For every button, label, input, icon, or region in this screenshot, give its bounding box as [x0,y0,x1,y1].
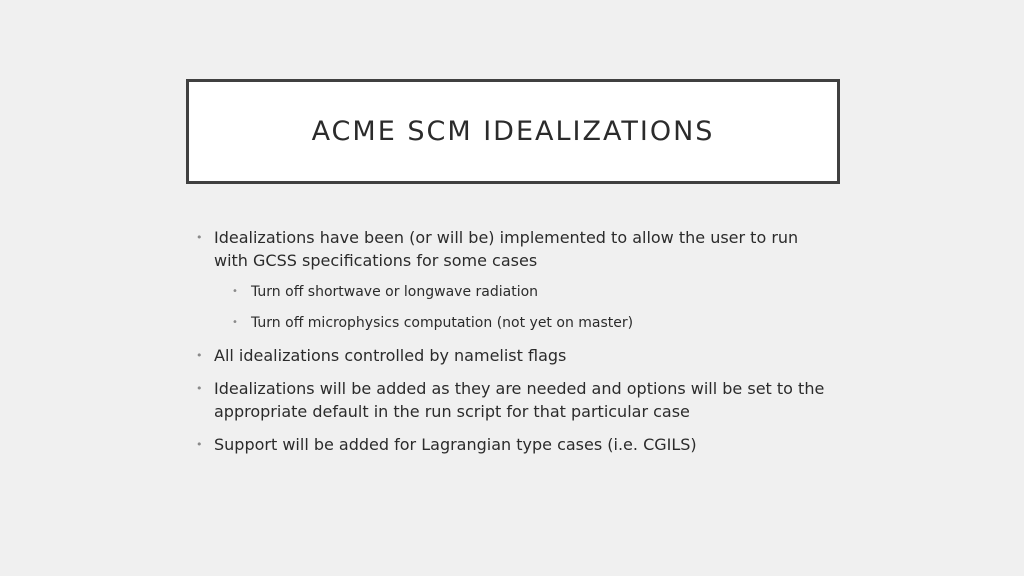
bullet-dot-icon: • [196,438,203,451]
bullet-text: Support will be added for Lagrangian type cases (i.e. CGILS) [214,435,697,454]
bullet-item-1 [196,226,836,333]
sub-bullet-text: Turn off microphysics computation (not yet on master) [251,315,634,331]
slide-title: ACME SCM IDEALIZATIONS [311,116,715,147]
bullet-text: Idealizations have been (or will be) implemented to allow the user to run with GCSS specifications for some cases [214,228,799,270]
sub-bullet-item-1 [232,282,836,302]
bullet-text: All idealizations controlled by namelist flags [214,346,567,365]
sub-bullet-text: Turn off shortwave or longwave radiation [251,284,539,300]
bullet-dot-icon: • [196,231,203,244]
bullet-content [196,226,836,466]
title-box [186,79,840,184]
bullet-item-4 [196,433,836,456]
sub-bullet-list [232,282,836,333]
bullet-dot-icon: • [232,286,238,297]
bullet-dot-icon: • [196,382,203,395]
bullet-dot-icon: • [196,349,203,362]
sub-bullet-item-2 [232,313,836,333]
bullet-dot-icon: • [232,317,238,328]
bullet-item-2 [196,344,836,367]
bullet-list [196,226,836,456]
bullet-item-3 [196,377,836,423]
bullet-text: Idealizations will be added as they are needed and options will be set to the appropriate default in the run script for that particular case [214,379,825,421]
